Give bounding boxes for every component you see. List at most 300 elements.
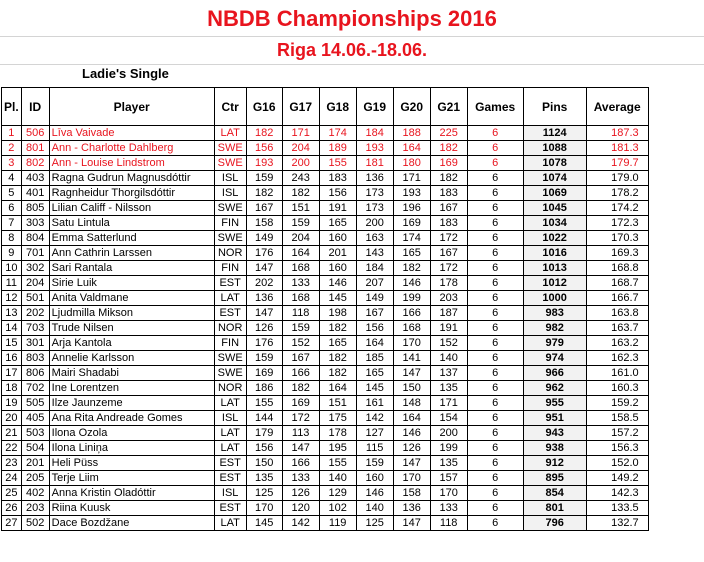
table-cell: 118 [430,516,467,531]
table-cell: 403 [21,171,49,186]
table-cell: 199 [393,291,430,306]
table-cell: 165 [356,366,393,381]
table-cell: LAT [214,291,246,306]
column-header: G17 [282,88,319,126]
table-cell: 155 [246,396,282,411]
table-cell: 169 [246,366,282,381]
table-cell: LAT [214,126,246,141]
table-row [2,231,649,246]
table-cell: 171 [430,396,467,411]
table-cell: EST [214,471,246,486]
table-cell: Ana Rita Andreade Gomes [49,411,214,426]
table-cell: LAT [214,426,246,441]
table-cell: 802 [21,156,49,171]
table-cell: 147 [282,441,319,456]
table-cell: 8 [2,231,22,246]
table-cell: 188 [393,126,430,141]
table-cell: 147 [393,456,430,471]
table-cell: 156 [356,321,393,336]
table-cell: 204 [282,231,319,246]
table-cell: Anna Kristin Oladóttir [49,486,214,501]
table-cell: Ann Cathrin Larssen [49,246,214,261]
table-cell: 183 [430,216,467,231]
table-cell: 176 [246,336,282,351]
table-cell: 146 [393,276,430,291]
table-cell: 147 [393,516,430,531]
table-cell: 172 [430,231,467,246]
table-cell: 163.2 [586,336,648,351]
table-cell: Sirie Luik [49,276,214,291]
table-cell: 182 [282,381,319,396]
table-cell: 955 [523,396,586,411]
table-cell: 6 [467,186,523,201]
column-header: G18 [319,88,356,126]
table-cell: 966 [523,366,586,381]
table-cell: 166.7 [586,291,648,306]
table-cell: 159 [356,456,393,471]
table-cell: Dace Bozdžane [49,516,214,531]
table-cell: 146 [356,486,393,501]
table-cell: 182 [430,141,467,156]
table-cell: 163 [356,231,393,246]
table-cell: 895 [523,471,586,486]
table-cell: 13 [2,306,22,321]
table-cell: 187 [430,306,467,321]
table-cell: 120 [282,501,319,516]
column-header: Ctr [214,88,246,126]
table-cell: 163.8 [586,306,648,321]
table-cell: 186 [246,381,282,396]
table-cell: 168.8 [586,261,648,276]
table-cell: Līva Vaivade [49,126,214,141]
table-cell: 6 [467,291,523,306]
table-cell: Ilona Liniņa [49,441,214,456]
table-row [2,186,649,201]
table-cell: 6 [467,501,523,516]
table-cell: 164 [319,381,356,396]
table-cell: EST [214,276,246,291]
table-cell: 182 [319,321,356,336]
table-cell: 178 [319,426,356,441]
table-cell: Trude Nilsen [49,321,214,336]
table-cell: 164 [282,246,319,261]
table-cell: 135 [246,471,282,486]
table-cell: 1124 [523,126,586,141]
table-cell: Ann - Charlotte Dahlberg [49,141,214,156]
column-header: Pins [523,88,586,126]
table-row [2,396,649,411]
table-cell: 178.2 [586,186,648,201]
table-cell: 132.7 [586,516,648,531]
table-cell: 157 [430,471,467,486]
table-cell: 147 [246,261,282,276]
table-cell: 180 [393,156,430,171]
table-cell: 6 [467,126,523,141]
table-cell: 178 [430,276,467,291]
table-cell: 145 [246,516,282,531]
table-cell: 196 [393,201,430,216]
table-cell: 801 [523,501,586,516]
table-cell: 155 [319,456,356,471]
table-cell: 182 [430,171,467,186]
table-cell: Satu Lintula [49,216,214,231]
table-cell: 182 [246,126,282,141]
table-cell: 854 [523,486,586,501]
table-cell: 1012 [523,276,586,291]
table-cell: 181 [356,156,393,171]
table-cell: 17 [2,366,22,381]
table-cell: 160 [319,261,356,276]
table-cell: 149.2 [586,471,648,486]
table-cell: 162.3 [586,351,648,366]
table-cell: 168 [282,291,319,306]
table-cell: 195 [319,441,356,456]
table-cell: 167 [430,246,467,261]
table-cell: 156 [319,186,356,201]
table-cell: Mairi Shadabi [49,366,214,381]
table-cell: 171 [282,126,319,141]
table-cell: 204 [282,141,319,156]
table-cell: 6 [467,201,523,216]
table-row [2,216,649,231]
table-cell: 158 [393,486,430,501]
table-cell: Ilona Ozola [49,426,214,441]
table-cell: Riina Kuusk [49,501,214,516]
table-cell: 165 [393,246,430,261]
table-cell: Sari Rantala [49,261,214,276]
table-cell: 133.5 [586,501,648,516]
table-cell: 6 [467,471,523,486]
column-header: G21 [430,88,467,126]
table-cell: 147 [393,366,430,381]
table-cell: 6 [467,276,523,291]
table-cell: 4 [2,171,22,186]
table-cell: 6 [467,441,523,456]
table-cell: 142 [282,516,319,531]
table-cell: 149 [356,291,393,306]
table-cell: FIN [214,336,246,351]
table-cell: Arja Kantola [49,336,214,351]
table-cell: 25 [2,486,22,501]
table-cell: 701 [21,246,49,261]
table-cell: 170 [430,486,467,501]
table-cell: 155 [319,156,356,171]
table-cell: 115 [356,441,393,456]
table-cell: 804 [21,231,49,246]
table-cell: 145 [319,291,356,306]
table-row [2,141,649,156]
table-cell: 137 [430,366,467,381]
table-row [2,201,649,216]
table-cell: 172 [282,411,319,426]
table-cell: 187.3 [586,126,648,141]
table-cell: Ragnheidur Thorgilsdóttir [49,186,214,201]
table-cell: 182 [319,366,356,381]
table-cell: 501 [21,291,49,306]
table-row [2,336,649,351]
table-cell: SWE [214,351,246,366]
table-cell: 6 [467,171,523,186]
table-cell: 6 [467,216,523,231]
table-cell: 974 [523,351,586,366]
table-cell: 803 [21,351,49,366]
table-cell: 152.0 [586,456,648,471]
table-row [2,126,649,141]
table-cell: 125 [356,516,393,531]
table-cell: 159 [246,351,282,366]
table-row [2,156,649,171]
table-cell: 154 [430,411,467,426]
table-cell: NOR [214,246,246,261]
table-cell: 160 [319,231,356,246]
table-cell: 151 [282,201,319,216]
table-cell: 182 [393,261,430,276]
table-cell: 6 [467,246,523,261]
table-cell: EST [214,501,246,516]
table-cell: 204 [21,276,49,291]
table-cell: 205 [21,471,49,486]
table-cell: 168 [282,261,319,276]
table-cell: FIN [214,216,246,231]
table-cell: 118 [282,306,319,321]
table-cell: 165 [319,216,356,231]
table-cell: 170 [393,471,430,486]
table-cell: 6 [467,156,523,171]
table-cell: 801 [21,141,49,156]
table-cell: 168.7 [586,276,648,291]
table-body [2,126,649,531]
column-header: ID [21,88,49,126]
table-cell: 170 [393,336,430,351]
table-cell: 1022 [523,231,586,246]
table-cell: 15 [2,336,22,351]
table-cell: 181.3 [586,141,648,156]
table-cell: Emma Satterlund [49,231,214,246]
table-cell: 164 [393,411,430,426]
table-cell: 1000 [523,291,586,306]
table-cell: 119 [319,516,356,531]
table-row [2,261,649,276]
table-cell: 173 [356,186,393,201]
sheet-gridline [0,36,704,37]
page-subtitle: Riga 14.06.-18.06. [276,40,428,60]
table-cell: 142 [356,411,393,426]
table-cell: 133 [282,471,319,486]
table-cell: 173 [356,201,393,216]
column-header: Games [467,88,523,126]
table-cell: 157.2 [586,426,648,441]
table-cell: 806 [21,366,49,381]
table-cell: 502 [21,516,49,531]
table-cell: 179.7 [586,156,648,171]
table-cell: 504 [21,441,49,456]
table-cell: 169 [430,156,467,171]
table-cell: 6 [467,306,523,321]
table-cell: 191 [319,201,356,216]
table-cell: 962 [523,381,586,396]
table-cell: 1045 [523,201,586,216]
table-cell: 702 [21,381,49,396]
table-cell: 150 [393,381,430,396]
table-cell: 189 [319,141,356,156]
table-cell: 18 [2,381,22,396]
table-cell: 158.5 [586,411,648,426]
table-cell: NOR [214,381,246,396]
table-cell: 202 [21,306,49,321]
table-cell: 11 [2,276,22,291]
table-cell: 912 [523,456,586,471]
table-cell: 169 [393,216,430,231]
table-cell: NOR [214,321,246,336]
table-cell: 6 [467,351,523,366]
table-cell: 168 [393,321,430,336]
table-cell: 983 [523,306,586,321]
section-label: Ladie's Single [82,66,169,81]
table-cell: 193 [393,186,430,201]
table-cell: 158 [246,216,282,231]
table-cell: 160 [356,471,393,486]
table-cell: 1069 [523,186,586,201]
table-cell: 182 [319,351,356,366]
table-cell: 6 [467,456,523,471]
table-cell: 175 [319,411,356,426]
table-row [2,321,649,336]
table-cell: 126 [246,321,282,336]
table-cell: 179.0 [586,171,648,186]
table-cell: 183 [319,171,356,186]
table-row [2,471,649,486]
table-cell: 6 [467,486,523,501]
table-cell: 149 [246,231,282,246]
table-cell: 182 [246,186,282,201]
table-cell: 166 [393,306,430,321]
column-header: G19 [356,88,393,126]
table-row [2,381,649,396]
table-cell: 405 [21,411,49,426]
table-cell: 198 [319,306,356,321]
table-cell: SWE [214,156,246,171]
table-cell: Ine Lorentzen [49,381,214,396]
table-cell: 301 [21,336,49,351]
table-cell: 3 [2,156,22,171]
table-cell: EST [214,456,246,471]
table-cell: 9 [2,246,22,261]
table-cell: 174.2 [586,201,648,216]
table-cell: Ann - Louise Lindstrom [49,156,214,171]
table-cell: 20 [2,411,22,426]
table-row [2,441,649,456]
table-cell: 7 [2,216,22,231]
table-cell: 166 [282,456,319,471]
table-cell: 401 [21,186,49,201]
table-cell: 156 [246,441,282,456]
table-cell: 21 [2,426,22,441]
table-cell: 6 [467,231,523,246]
table-cell: 203 [430,291,467,306]
table-cell: 169 [282,396,319,411]
table-row [2,486,649,501]
table-cell: 207 [356,276,393,291]
table-cell: 135 [430,381,467,396]
table-cell: 166 [282,366,319,381]
table-cell: 113 [282,426,319,441]
table-cell: 1013 [523,261,586,276]
sheet-gridline [0,64,704,65]
column-header: Pl. [2,88,22,126]
table-cell: 146 [393,426,430,441]
table-cell: SWE [214,201,246,216]
table-cell: 136 [393,501,430,516]
table-cell: 27 [2,516,22,531]
table-cell: 506 [21,126,49,141]
table-cell: FIN [214,261,246,276]
table-row [2,456,649,471]
column-header: G16 [246,88,282,126]
table-cell: SWE [214,141,246,156]
table-cell: 133 [430,501,467,516]
table-cell: 140 [356,501,393,516]
table-cell: 172 [430,261,467,276]
table-cell: 159 [282,321,319,336]
table-cell: Ilze Jaunzeme [49,396,214,411]
table-cell: 6 [2,201,22,216]
column-header: Player [49,88,214,126]
table-cell: 24 [2,471,22,486]
table-row [2,306,649,321]
table-header-row [2,88,649,126]
table-cell: 6 [467,396,523,411]
table-row [2,351,649,366]
table-row [2,291,649,306]
table-cell: 23 [2,456,22,471]
table-cell: 1074 [523,171,586,186]
table-cell: 185 [356,351,393,366]
table-cell: 179 [246,426,282,441]
table-cell: 156.3 [586,441,648,456]
table-cell: 22 [2,441,22,456]
table-cell: 183 [430,186,467,201]
table-cell: 14 [2,321,22,336]
table-cell: Ragna Gudrun Magnusdóttir [49,171,214,186]
table-cell: 6 [467,366,523,381]
table-cell: 6 [467,426,523,441]
page-title: NBDB Championships 2016 [207,6,497,31]
table-cell: SWE [214,231,246,246]
table-cell: 225 [430,126,467,141]
table-cell: 1 [2,126,22,141]
table-cell: 505 [21,396,49,411]
table-cell: 146 [319,276,356,291]
table-cell: 6 [467,321,523,336]
table-cell: Terje Liim [49,471,214,486]
table-row [2,501,649,516]
table-row [2,276,649,291]
table-cell: LAT [214,516,246,531]
table-cell: 159.2 [586,396,648,411]
column-header: Average [586,88,648,126]
table-cell: 167 [282,351,319,366]
table-cell: 171 [393,171,430,186]
table-row [2,171,649,186]
table-cell: 5 [2,186,22,201]
table-cell: 133 [282,276,319,291]
table-cell: 6 [467,411,523,426]
table-cell: 1078 [523,156,586,171]
table-cell: 174 [319,126,356,141]
table-cell: 6 [467,381,523,396]
table-cell: 148 [393,396,430,411]
table-cell: 140 [430,351,467,366]
